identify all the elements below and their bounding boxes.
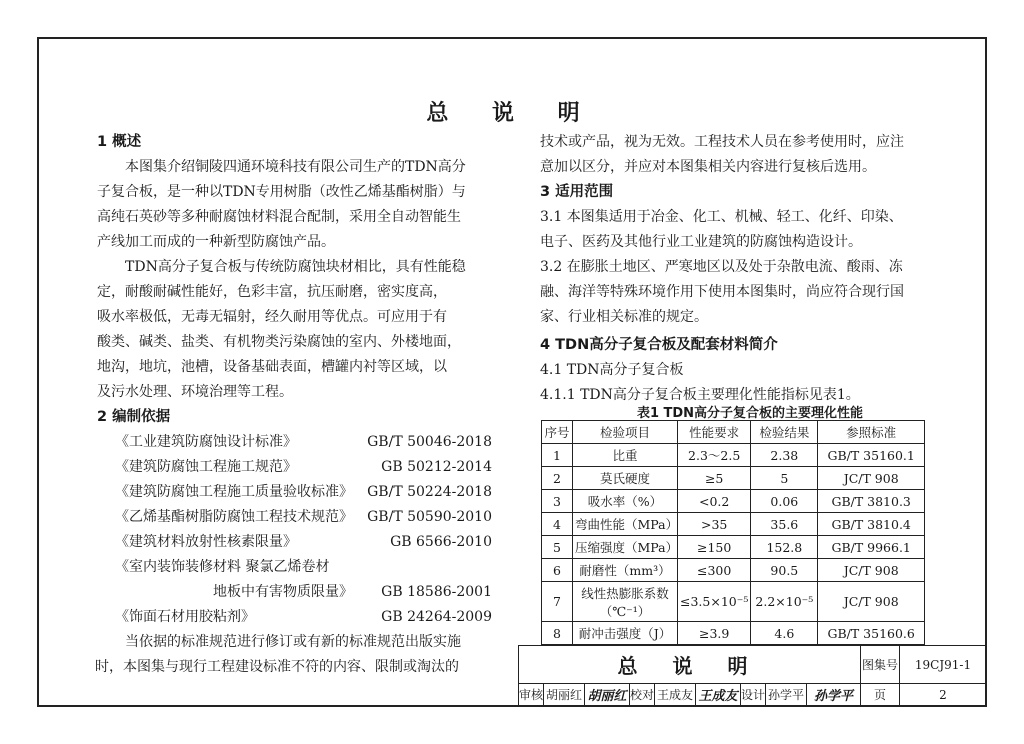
reference-code: GB/T 50224-2018 bbox=[367, 484, 492, 500]
section-1-paragraph-1 bbox=[97, 155, 492, 255]
table-cell: 耐冲击强度（J） bbox=[573, 622, 678, 645]
designer-name: 孙学平 bbox=[766, 684, 807, 706]
reference-item bbox=[115, 580, 492, 605]
reference-code: GB 18586-2001 bbox=[381, 584, 492, 600]
section-2-heading: 2 编制依据 bbox=[97, 409, 171, 425]
table-cell: 2 bbox=[542, 467, 573, 490]
table-cell: 莫氏硬度 bbox=[573, 467, 678, 490]
reference-item bbox=[115, 605, 492, 630]
table-cell: 7 bbox=[542, 582, 573, 622]
table-cell: 152.8 bbox=[751, 536, 818, 559]
text-line: 电子、医药及其他行业工业建筑的防腐蚀构造设计。 bbox=[540, 234, 862, 250]
table-cell: 2.2×10⁻⁵ bbox=[751, 582, 818, 622]
title-block bbox=[518, 645, 987, 706]
reviewer-name: 胡丽红 bbox=[544, 684, 585, 706]
table-row bbox=[542, 536, 925, 559]
page-title: 总 说 明 bbox=[426, 100, 598, 126]
reference-item bbox=[115, 530, 492, 555]
section-4-1-1: 4.1.1 TDN高分子复合板主要理化性能指标见表1。 bbox=[540, 387, 860, 403]
table-cell: ≤3.5×10⁻⁵ bbox=[678, 582, 751, 622]
table-header-cell: 检验项目 bbox=[573, 421, 678, 444]
table-cell: 35.6 bbox=[751, 513, 818, 536]
section-2-paragraph bbox=[97, 630, 492, 680]
title-block-title: 总 说 明 bbox=[519, 646, 861, 684]
table-header-cell: 性能要求 bbox=[678, 421, 751, 444]
table-cell: GB/T 3810.3 bbox=[818, 490, 925, 513]
text-line: 地沟，地坑，池槽，设备基础表面，槽罐内衬等区域，以 bbox=[97, 359, 447, 375]
table-cell: JC/T 908 bbox=[818, 559, 925, 582]
section-3-2 bbox=[540, 255, 950, 330]
continued-paragraph bbox=[540, 130, 950, 180]
reference-name: 《建筑防腐蚀工程施工质量验收标准》 bbox=[115, 484, 353, 500]
atlas-number-label: 图集号 bbox=[861, 646, 900, 684]
table-cell: 4.6 bbox=[751, 622, 818, 645]
table-cell: ≥5 bbox=[678, 467, 751, 490]
properties-table bbox=[541, 420, 925, 645]
reference-item bbox=[115, 455, 492, 480]
table-cell: 压缩强度（MPa） bbox=[573, 536, 678, 559]
text-line: 融、海洋等特殊环境作用下使用本图集时，尚应符合现行国 bbox=[540, 284, 904, 300]
design-label: 设计 bbox=[741, 684, 766, 706]
text-line: 时，本图集与现行工程建设标准不符的内容、限制或淘汰的 bbox=[95, 659, 459, 675]
table-cell: GB/T 35160.6 bbox=[818, 622, 925, 645]
table-header-row bbox=[542, 421, 925, 444]
reference-name: 《建筑材料放射性核素限量》 bbox=[115, 534, 297, 550]
section-4-heading: 4 TDN高分子复合板及配套材料简介 bbox=[540, 337, 778, 353]
text-line: 家、行业相关标准的规定。 bbox=[540, 309, 708, 325]
reference-item bbox=[115, 555, 492, 580]
text-line: 酸类、碱类、盐类、有机物类污染腐蚀的室内、外楼地面， bbox=[97, 334, 461, 350]
table-cell: 3 bbox=[542, 490, 573, 513]
table-row bbox=[542, 622, 925, 645]
table-cell: JC/T 908 bbox=[818, 582, 925, 622]
check-label: 校对 bbox=[630, 684, 655, 706]
reference-code: GB/T 50590-2010 bbox=[367, 509, 492, 525]
table-cell: ≤300 bbox=[678, 559, 751, 582]
table-cell: 线性热膨胀系数（℃⁻¹） bbox=[573, 582, 678, 622]
table-cell: GB/T 35160.1 bbox=[818, 444, 925, 467]
reference-code: GB 50212-2014 bbox=[381, 459, 492, 475]
reference-code: GB/T 50046-2018 bbox=[367, 434, 492, 450]
table-row bbox=[542, 559, 925, 582]
section-3-heading: 3 适用范围 bbox=[540, 184, 614, 200]
reference-name: 《室内装饰装修材料 聚氯乙烯卷材 bbox=[115, 559, 330, 575]
table-cell: GB/T 9966.1 bbox=[818, 536, 925, 559]
reference-code: GB 6566-2010 bbox=[390, 534, 492, 550]
table-cell: ≥150 bbox=[678, 536, 751, 559]
text-line: 本图集介绍铜陵四通环境科技有限公司生产的TDN高分 bbox=[125, 159, 466, 175]
table-cell: 5 bbox=[542, 536, 573, 559]
table-cell: 5 bbox=[751, 467, 818, 490]
reference-item bbox=[115, 480, 492, 505]
section-4-1: 4.1 TDN高分子复合板 bbox=[540, 362, 684, 378]
text-line: 及污水处理、环境治理等工程。 bbox=[97, 384, 293, 400]
reference-name: 《乙烯基酯树脂防腐蚀工程技术规范》 bbox=[115, 509, 353, 525]
table-row bbox=[542, 582, 925, 622]
table-header-cell: 序号 bbox=[542, 421, 573, 444]
reviewer-signature: 胡丽红 bbox=[585, 684, 630, 706]
reference-item bbox=[115, 430, 492, 455]
section-3-1 bbox=[540, 205, 950, 255]
reference-code: GB 24264-2009 bbox=[381, 609, 492, 625]
text-line: 当依据的标准规范进行修订或有新的标准规范出版实施 bbox=[125, 634, 461, 650]
table-cell: 1 bbox=[542, 444, 573, 467]
table-cell: 90.5 bbox=[751, 559, 818, 582]
text-line: 高纯石英砂等多种耐腐蚀材料混合配制，采用全自动智能生 bbox=[97, 209, 461, 225]
section-1-paragraph-2 bbox=[97, 255, 492, 405]
left-column bbox=[97, 130, 492, 680]
designer-signature: 孙学平 bbox=[807, 684, 861, 706]
table-cell: 耐磨性（mm³） bbox=[573, 559, 678, 582]
table-cell: 6 bbox=[542, 559, 573, 582]
reference-name: 《建筑防腐蚀工程施工规范》 bbox=[115, 459, 297, 475]
checker-name: 王成友 bbox=[655, 684, 696, 706]
page-label: 页 bbox=[861, 684, 900, 706]
section-1-heading: 1 概述 bbox=[97, 134, 142, 150]
table-cell: 8 bbox=[542, 622, 573, 645]
table-cell: 比重 bbox=[573, 444, 678, 467]
text-line: 定，耐酸耐碱性能好，色彩丰富，抗压耐磨，密实度高， bbox=[97, 284, 447, 300]
table-row bbox=[542, 467, 925, 490]
table-cell: 0.06 bbox=[751, 490, 818, 513]
table-cell: ≥3.9 bbox=[678, 622, 751, 645]
text-line: 3.1 本图集适用于冶金、化工、机械、轻工、化纤、印染、 bbox=[540, 209, 903, 225]
checker-signature: 王成友 bbox=[696, 684, 741, 706]
atlas-number: 19CJ91-1 bbox=[900, 646, 987, 684]
text-line: 意加以区分，并应对本图集相关内容进行复核后选用。 bbox=[540, 159, 876, 175]
table-cell: 2.3～2.5 bbox=[678, 444, 751, 467]
review-label: 审核 bbox=[519, 684, 544, 706]
table-cell: 吸水率（%） bbox=[573, 490, 678, 513]
text-line: 技术或产品，视为无效。工程技术人员在参考使用时，应注 bbox=[540, 134, 904, 150]
table-cell: >35 bbox=[678, 513, 751, 536]
table-header-cell: 检验结果 bbox=[751, 421, 818, 444]
table-cell: 2.38 bbox=[751, 444, 818, 467]
text-line: 子复合板，是一种以TDN专用树脂（改性乙烯基酯树脂）与 bbox=[97, 184, 466, 200]
right-column bbox=[540, 130, 950, 408]
table-header-cell: 参照标准 bbox=[818, 421, 925, 444]
page-number: 2 bbox=[900, 684, 987, 706]
table-cell: JC/T 908 bbox=[818, 467, 925, 490]
reference-name: 《工业建筑防腐蚀设计标准》 bbox=[115, 434, 297, 450]
table-cell: 弯曲性能（MPa） bbox=[573, 513, 678, 536]
table-cell: 4 bbox=[542, 513, 573, 536]
table-cell: <0.2 bbox=[678, 490, 751, 513]
reference-item bbox=[115, 505, 492, 530]
table-row bbox=[542, 444, 925, 467]
reference-list bbox=[97, 430, 492, 630]
reference-name: 地板中有害物质限量》 bbox=[213, 584, 353, 600]
text-line: 吸水率极低，无毒无辐射，经久耐用等优点。可应用于有 bbox=[97, 309, 447, 325]
table-row bbox=[542, 513, 925, 536]
table-title: 表1 TDN高分子复合板的主要理化性能 bbox=[636, 406, 864, 421]
reference-name: 《饰面石材用胶粘剂》 bbox=[115, 609, 255, 625]
text-line: TDN高分子复合板与传统防腐蚀块材相比，具有性能稳 bbox=[125, 259, 466, 275]
table-row bbox=[542, 490, 925, 513]
table-cell: GB/T 3810.4 bbox=[818, 513, 925, 536]
text-line: 3.2 在膨胀土地区、严寒地区以及处于杂散电流、酸雨、冻 bbox=[540, 259, 903, 275]
text-line: 产线加工而成的一种新型防腐蚀产品。 bbox=[97, 234, 335, 250]
